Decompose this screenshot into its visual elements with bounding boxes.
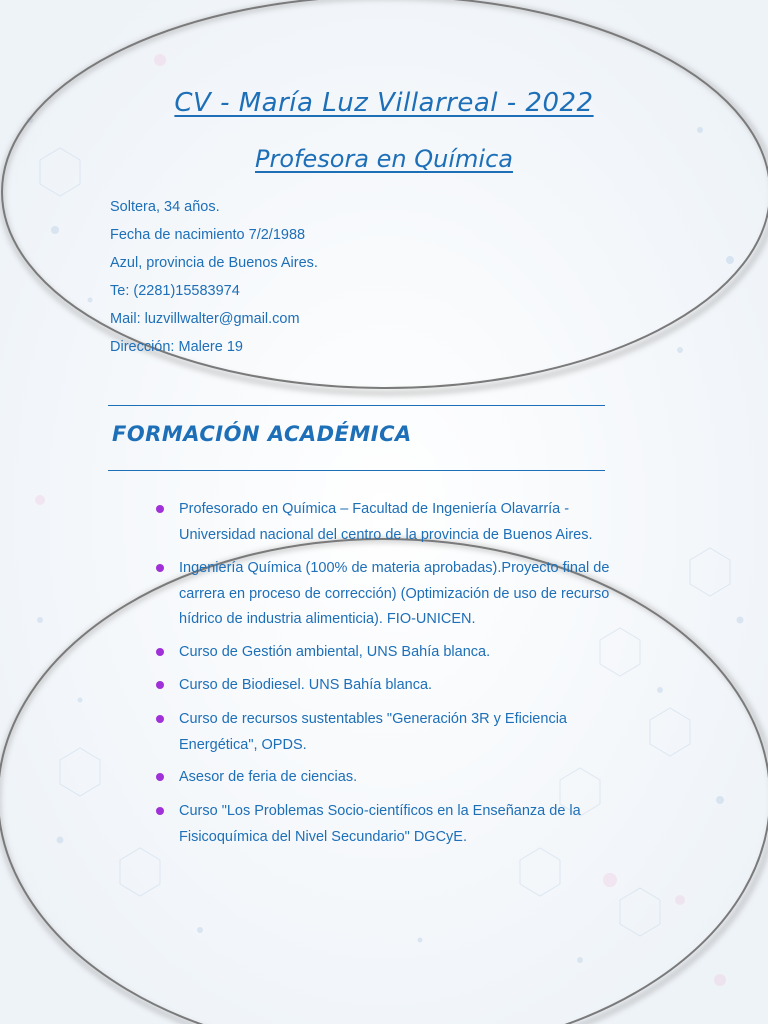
list-item	[156, 640, 636, 666]
list-item-text: Curso "Los Problemas Socio-científicos en la Enseñanza de la Fisicoquímica del Nivel Secundario" DGCyE.	[179, 803, 581, 845]
list-item	[156, 765, 636, 791]
email: Mail: luzvillwalter@gmail.com	[110, 311, 300, 327]
cv-subtitle: Profesora en Química	[255, 145, 513, 173]
list-item-text: Curso de recursos sustentables "Generación 3R y Eficiencia Energética", OPDS.	[179, 711, 567, 753]
cv-title: CV - María Luz Villarreal - 2022	[174, 88, 594, 118]
birth-date: Fecha de nacimiento 7/2/1988	[110, 227, 306, 243]
list-item-text: Ingeniería Química (100% de materia aprobadas).Proyecto final de carrera en proceso de corrección) (Optimización de uso de recurso hídrico de industria alimenticia). FIO-UNICEN.	[179, 560, 610, 627]
bullet-icon	[156, 564, 164, 572]
list-item-text: Curso de Biodiesel. UNS Bahía blanca.	[179, 677, 433, 693]
bullet-icon	[156, 681, 164, 689]
bullet-icon	[156, 807, 164, 815]
list-item-text: Asesor de feria de ciencias.	[179, 769, 358, 785]
list-item	[156, 497, 636, 548]
bullet-icon	[156, 505, 164, 513]
marital-status-age: Soltera, 34 años.	[110, 199, 220, 215]
location: Azul, provincia de Buenos Aires.	[110, 255, 318, 271]
list-item	[156, 556, 636, 633]
list-item	[156, 799, 636, 850]
section-rule-bottom	[108, 470, 605, 471]
address: Dirección: Malere 19	[110, 339, 243, 355]
list-item	[156, 707, 636, 758]
list-item-text: Profesorado en Química – Facultad de Ingeniería Olavarría - Universidad nacional del centro de la provincia de Buenos Aires.	[179, 501, 593, 543]
bullet-icon	[156, 648, 164, 656]
section-rule-top	[108, 405, 605, 406]
section-heading: FORMACIÓN ACADÉMICA	[112, 422, 412, 446]
list-item	[156, 673, 636, 699]
bullet-icon	[156, 773, 164, 781]
bullet-icon	[156, 715, 164, 723]
phone: Te: (2281)15583974	[110, 283, 240, 299]
list-item-text: Curso de Gestión ambiental, UNS Bahía blanca.	[179, 644, 491, 660]
